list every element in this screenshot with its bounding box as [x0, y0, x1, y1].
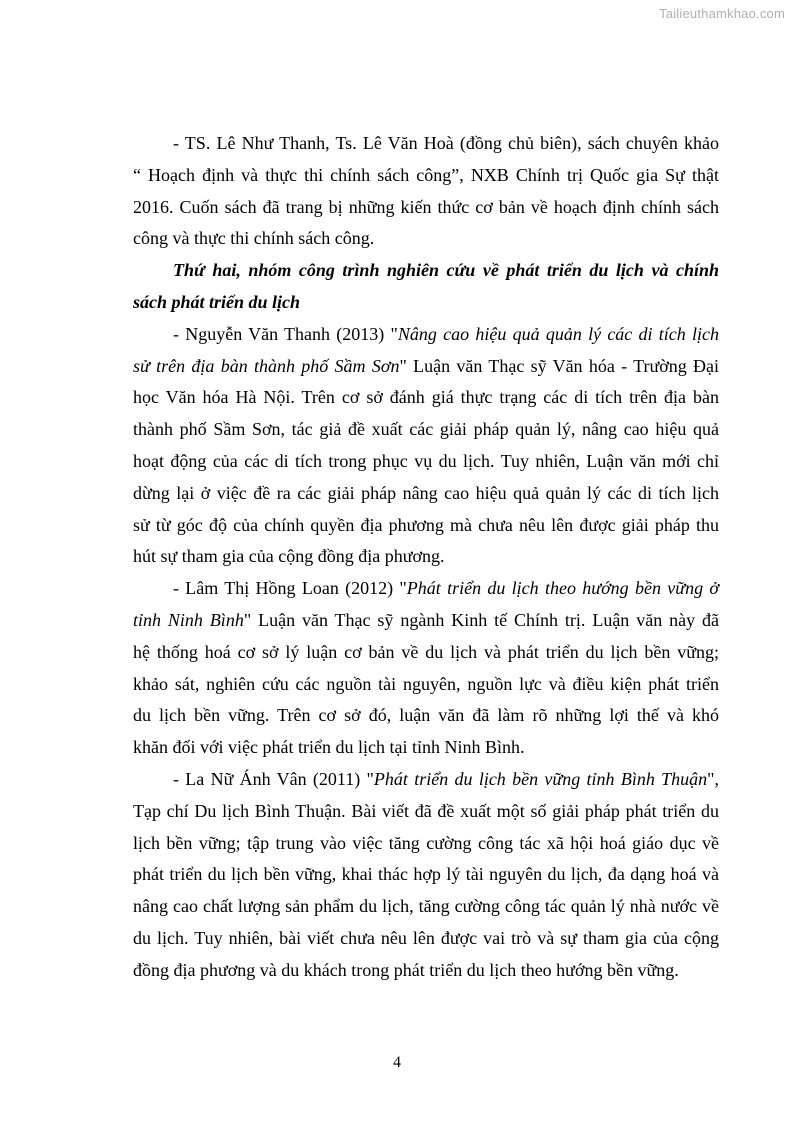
text-line: - TS. Lê Như Thanh, Ts. Lê Văn Hoà (đồng chủ biên), sách chuyên khảo	[173, 133, 719, 153]
text-line: dừng lại ở việc đề ra các giải pháp nâng cao hiệu quả quản lý các di tích lịch	[133, 482, 719, 503]
text-line	[133, 319, 719, 351]
paragraph-reference-le-nhu-thanh	[133, 128, 719, 255]
text-line: sử từ góc độ của chính quyền địa phương mà chưa nêu lên được giải pháp thu	[133, 514, 719, 535]
reference-author: - Nguyễn Văn Thanh (2013) "	[173, 323, 398, 344]
text-line: khăn đối với việc phát triển du lịch tại tỉnh Ninh Bình.	[133, 737, 525, 758]
text-line	[133, 764, 719, 796]
reference-author: - Lâm Thị Hồng Loan (2012) "	[173, 578, 407, 599]
text-line: hệ thống hoá cơ sở lý luận cơ bản về du lịch và phát triển du lịch bền vững;	[133, 641, 719, 662]
paragraph-reference-lam-thi-hong-loan	[133, 573, 719, 764]
text-line: đồng địa phương và du khách trong phát triển du lịch theo hướng bền vững.	[133, 959, 679, 980]
text-line: nâng cao chất lượng sản phẩm du lịch, tăng cường công tác quản lý nhà nước về	[133, 896, 719, 917]
text-line: học Văn hóa Hà Nội. Trên cơ sở đánh giá thực trạng các di tích trên địa bàn	[133, 387, 719, 408]
page-number: 4	[393, 1054, 401, 1071]
section-heading	[133, 255, 719, 319]
paragraph-reference-nguyen-van-thanh	[133, 319, 719, 573]
text-line: du lịch bền vững. Trên cơ sở đó, luận văn đã làm rõ những lợi thế và khó	[133, 705, 719, 726]
reference-source: " Luận văn Thạc sỹ ngành Kinh tế Chính trị. Luận văn này đã	[243, 609, 719, 630]
text-line: thành phố Sầm Sơn, tác giả đề xuất các giải pháp quản lý, nâng cao hiệu quả	[133, 419, 719, 440]
text-line: du lịch. Tuy nhiên, bài viết chưa nêu lên được vai trò và sự tham gia của cộng	[133, 927, 719, 948]
text-line	[133, 605, 719, 637]
reference-title: Phát triển du lịch theo hướng bền vững ở	[406, 578, 719, 599]
watermark: Tailieuthamkhao.com	[659, 6, 785, 21]
text-line: 2016. Cuốn sách đã trang bị những kiến thức cơ bản về hoạch định chính sách	[133, 196, 719, 217]
heading-line: Thứ hai, nhóm công trình nghiên cứu về phát triển du lịch và chính	[173, 260, 719, 281]
heading-line: sách phát triển du lịch	[133, 291, 301, 312]
text-line: “ Hoạch định và thực thi chính sách công”, NXB Chính trị Quốc gia Sự thật	[133, 164, 719, 185]
reference-title: Nâng cao hiệu quả quản lý các di tích lịch	[397, 323, 720, 344]
reference-author: - La Nữ Ánh Vân (2011) "	[173, 768, 374, 789]
text-line: lịch bền vững; tập trung vào việc tăng cường công tác xã hội hoá giáo dục về	[133, 832, 719, 853]
text-line: công và thực thi chính sách công.	[133, 228, 375, 249]
reference-title: tỉnh Ninh Bình	[133, 609, 244, 630]
text-line	[133, 351, 719, 383]
reference-source: " Luận văn Thạc sỹ Văn hóa - Trường Đại	[399, 355, 719, 376]
reference-title: sử trên địa bàn thành phố Sầm Sơn	[133, 355, 400, 376]
reference-punctuation: ",	[707, 768, 719, 789]
text-line: khảo sát, nghiên cứu các nguồn tài nguyên, nguồn lực và điều kiện phát triển	[133, 673, 719, 694]
text-line	[133, 573, 719, 605]
reference-title: Phát triển du lịch bền vững tỉnh Bình Thuận	[373, 768, 708, 789]
document-body	[133, 128, 719, 987]
text-line: hoạt động của các di tích trong phục vụ du lịch. Tuy nhiên, Luận văn mới chỉ	[133, 450, 719, 471]
paragraph-reference-la-nu-anh-van	[133, 764, 719, 987]
text-line: phát triển du lịch bền vững, khai thác hợp lý tài nguyên du lịch, đa dạng hoá và	[133, 864, 719, 885]
text-line: hút sự tham gia của cộng đồng địa phương.	[133, 546, 445, 567]
text-line: Tạp chí Du lịch Bình Thuận. Bài viết đã đề xuất một số giải pháp phát triển du	[133, 800, 719, 821]
